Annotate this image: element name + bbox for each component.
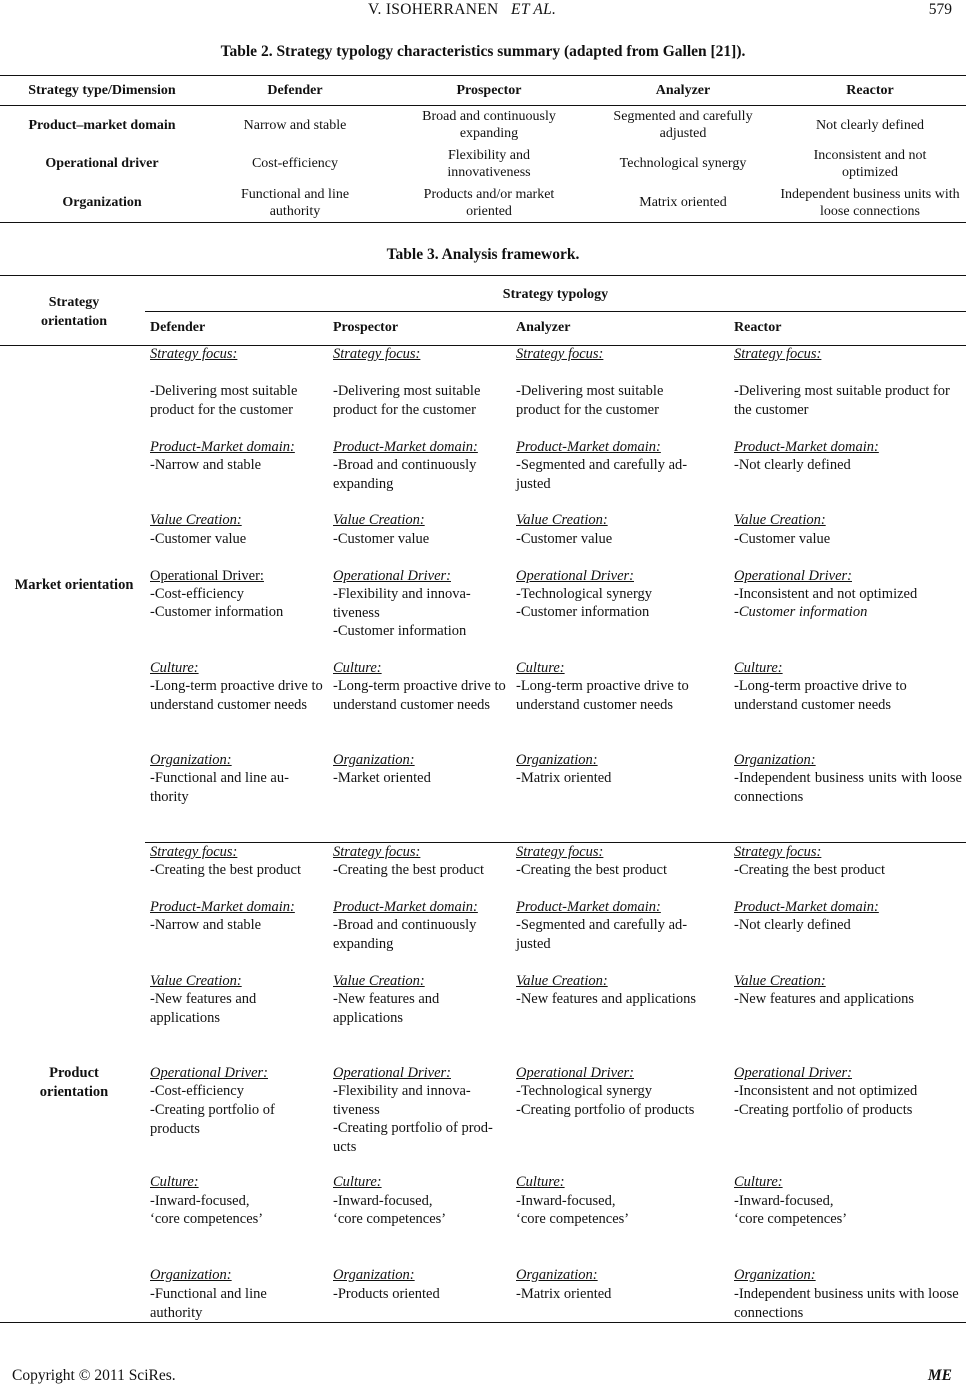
row-header: Organization <box>0 183 204 223</box>
author-name: V. ISOHERRANEN <box>368 1 499 18</box>
od-text-1: -Flexibility and innova-tiveness <box>333 1083 471 1118</box>
pm-label-text: Product-Market domain: <box>734 899 879 915</box>
od-label-text: Operational Driver: <box>333 568 451 584</box>
table-cell: Independent business units with loose connections <box>774 183 966 223</box>
pm-label-text: Product-Market domain: <box>734 439 879 455</box>
org-text: -Functional and line authority <box>150 1286 267 1321</box>
market-orientation-label: Market orientation <box>14 577 134 593</box>
od-text-2: -Customer information <box>516 604 650 620</box>
pm-text: -Not clearly defined <box>734 917 851 933</box>
vc-label-text: Value Creation: <box>333 973 425 989</box>
org-label <box>333 751 513 770</box>
pm-label-text: Product-Market domain: <box>516 439 661 455</box>
pm-label-text: Product-Market domain: <box>150 899 295 915</box>
org-label <box>734 751 962 770</box>
pm-label <box>734 438 962 457</box>
row-header: Product–market domain <box>28 117 176 133</box>
pm-text: -Narrow and stable <box>150 457 262 473</box>
culture-text: -Long-term proactive drive to understand customer needs <box>333 678 506 713</box>
table-cell: Functional and line authority <box>204 183 386 223</box>
vc-text: -New features and applications <box>333 991 440 1026</box>
org-text: -Independent business units with loose connections <box>734 770 962 805</box>
od-label-text: Operational Driver: <box>516 568 634 584</box>
vc-label-text: Value Creation: <box>516 973 608 989</box>
org-label <box>150 751 328 770</box>
strategy-typology-header: Strategy typology <box>502 287 609 302</box>
culture-label <box>516 1173 726 1192</box>
pm-text: -Segmented and carefully ad-justed <box>516 917 688 952</box>
culture-text-2: ‘core competences’ <box>734 1211 848 1227</box>
org-text: -Matrix oriented <box>516 1286 612 1302</box>
od-label <box>516 1064 726 1083</box>
culture-label-text: Culture: <box>734 1174 783 1190</box>
culture-label-text: Culture: <box>150 1174 199 1190</box>
org-text: -Products oriented <box>333 1286 440 1302</box>
pm-label <box>516 438 726 457</box>
table-cell: Matrix oriented <box>592 183 774 223</box>
od-label-text: Operational Driver: <box>734 568 852 584</box>
strategy-focus-text: -Delivering most suitable product for the customer <box>734 383 950 418</box>
table2-header: Analyzer <box>592 76 774 106</box>
org-label-text: Organization: <box>333 1267 415 1283</box>
strategy-focus-text: -Delivering most suitable product for the customer <box>150 383 298 418</box>
culture-text: -Long-term proactive drive to understand customer needs <box>150 678 323 713</box>
org-label-text: Organization: <box>516 1267 598 1283</box>
strategy-focus-label: Strategy focus: <box>734 844 822 860</box>
culture-text-1: -Inward-focused, <box>150 1193 250 1209</box>
pm-label-text: Product-Market domain: <box>333 899 478 915</box>
strategy-focus-block <box>150 843 328 862</box>
pm-text: -Narrow and stable <box>150 917 262 933</box>
et-al: ET AL. <box>511 1 557 18</box>
culture-label-text: Culture: <box>333 660 382 676</box>
vc-text: -Customer value <box>516 531 613 547</box>
table-row <box>0 144 966 183</box>
culture-text: -Long-term proactive drive to understand customer needs <box>734 678 907 713</box>
pm-label <box>333 898 513 917</box>
od-label <box>516 567 726 586</box>
org-label-text: Organization: <box>150 1267 232 1283</box>
strategy-focus-label: Strategy focus: <box>734 346 822 362</box>
od-label-text: Operational Driver: <box>333 1065 451 1081</box>
org-label-text: Organization: <box>516 752 598 768</box>
vc-label <box>150 511 328 530</box>
pm-label <box>150 438 328 457</box>
table-cell: Segmented and carefully adjusted <box>613 109 753 141</box>
table-rule <box>145 311 966 312</box>
od-label <box>734 567 962 586</box>
od-label <box>333 567 513 586</box>
od-label <box>734 1064 962 1083</box>
pm-label <box>734 898 962 917</box>
od-text-2: -Creating portfolio of products <box>150 1102 275 1137</box>
od-text-2: -Creating portfolio of products <box>734 1102 913 1118</box>
strategy-focus-text: -Delivering most suitable product for the customer <box>516 383 664 418</box>
culture-text-2: ‘core competences’ <box>150 1211 264 1227</box>
table-cell: Cost-efficiency <box>251 156 339 171</box>
strategy-focus-label: Strategy focus: <box>516 346 604 362</box>
header-authors <box>368 1 556 19</box>
table-cell: Not clearly defined <box>815 117 925 133</box>
od-label <box>150 567 328 586</box>
strategy-focus-block <box>150 345 328 364</box>
vc-text: -New features and applications <box>516 991 696 1007</box>
culture-label-text: Culture: <box>333 1174 382 1190</box>
strategy-focus-label: Strategy focus: <box>150 346 238 362</box>
culture-text-1: -Inward-focused, <box>734 1193 834 1209</box>
vc-label <box>333 972 513 991</box>
culture-text-2: ‘core competences’ <box>333 1211 447 1227</box>
table2-header: Reactor <box>774 76 966 106</box>
pm-label <box>150 898 328 917</box>
column-header-reactor: Reactor <box>734 320 782 335</box>
vc-label <box>333 511 513 530</box>
od-text-2: -Customer information <box>734 604 868 620</box>
od-label-text: Operational Driver: <box>150 1065 268 1081</box>
org-label-text: Organization: <box>734 752 816 768</box>
culture-label <box>150 659 328 678</box>
table-rule <box>0 1322 966 1323</box>
strategy-focus-block <box>333 345 513 364</box>
culture-label-text: Culture: <box>150 660 199 676</box>
vc-text: -Customer value <box>734 531 831 547</box>
column-header-prospector: Prospector <box>333 320 399 335</box>
org-text: -Matrix oriented <box>516 770 612 786</box>
vc-label <box>516 511 726 530</box>
od-text-1: -Technological synergy <box>516 586 653 602</box>
pm-label-text: Product-Market domain: <box>150 439 295 455</box>
row-header: Operational driver <box>45 156 159 171</box>
od-text-1: -Cost-efficiency <box>150 1083 244 1099</box>
strategy-focus-block <box>516 843 726 862</box>
org-label-text: Organization: <box>150 752 232 768</box>
strategy-focus-text: -Creating the best product <box>333 862 484 878</box>
culture-label-text: Culture: <box>734 660 783 676</box>
pm-text: -Broad and continuously expanding <box>333 917 477 952</box>
od-label-text: Operational Driver: <box>516 1065 634 1081</box>
column-header-analyzer: Analyzer <box>516 320 571 335</box>
od-label-text: Operational Driver: <box>150 568 264 584</box>
vc-text: -Customer value <box>333 531 430 547</box>
od-text-1: -Inconsistent and not optimized <box>734 586 918 602</box>
strategy-focus-text: -Creating the best product <box>734 862 885 878</box>
culture-label <box>516 659 726 678</box>
column-header-defender: Defender <box>150 320 206 335</box>
org-text: -Functional and line au-thority <box>150 770 289 805</box>
vc-label <box>150 972 328 991</box>
table-cell: Narrow and stable <box>243 117 347 133</box>
strategy-focus-text: -Creating the best product <box>516 862 667 878</box>
culture-label <box>333 659 513 678</box>
pm-label <box>333 438 513 457</box>
culture-text-1: -Inward-focused, <box>516 1193 616 1209</box>
strategy-focus-label: Strategy focus: <box>333 346 421 362</box>
strategy-focus-label: Strategy focus: <box>150 844 238 860</box>
table-row <box>0 106 966 145</box>
table-cell: Flexibility and innovativeness <box>447 147 531 180</box>
page-number: 579 <box>928 1 952 18</box>
pm-text: -Broad and continuously expanding <box>333 457 477 492</box>
table-cell: Broad and continuously expanding <box>422 109 556 141</box>
culture-label-text: Culture: <box>516 1174 565 1190</box>
od-label <box>150 1064 328 1083</box>
table-cell: Inconsistent and not optimized <box>813 147 927 180</box>
strategy-focus-block <box>516 345 726 364</box>
table2-caption: Table 2. Strategy typology characteristics summary (adapted from Gallen [21]). <box>220 43 746 60</box>
pm-label-text: Product-Market domain: <box>516 899 661 915</box>
od-text-1: -Cost-efficiency <box>150 586 244 602</box>
strategy-orientation-header: Strategy orientation <box>40 295 108 329</box>
org-text: -Independent business units with loose connections <box>734 1286 959 1321</box>
table3-caption: Table 3. Analysis framework. <box>386 246 580 263</box>
culture-text-2: ‘core competences’ <box>516 1211 630 1227</box>
table2 <box>0 75 966 223</box>
strategy-focus-block <box>333 843 513 862</box>
strategy-focus-block <box>734 843 962 862</box>
table-row <box>0 183 966 223</box>
table-cell: Products and/or market oriented <box>386 183 592 223</box>
vc-label-text: Value Creation: <box>333 512 425 528</box>
od-text-2: -Customer information <box>333 623 467 639</box>
od-text-1: -Flexibility and innova-tiveness <box>333 586 471 621</box>
od-text-2: -Creating portfolio of products <box>516 1102 695 1118</box>
vc-label-text: Value Creation: <box>150 973 242 989</box>
od-text-2: -Creating portfolio of prod-ucts <box>333 1120 493 1155</box>
vc-label-text: Value Creation: <box>516 512 608 528</box>
culture-text: -Long-term proactive drive to understand customer needs <box>516 678 689 713</box>
vc-text: -New features and applications <box>150 991 257 1026</box>
strategy-focus-text: -Creating the best product <box>150 862 301 878</box>
strategy-focus-text: -Delivering most suitable product for the customer <box>333 383 481 418</box>
journal-abbrev: ME <box>927 1367 952 1384</box>
table2-header: Prospector <box>386 76 592 106</box>
org-label <box>734 1266 962 1285</box>
strategy-focus-block <box>734 345 962 364</box>
org-label <box>516 751 726 770</box>
org-label-text: Organization: <box>734 1267 816 1283</box>
table-rule <box>0 275 966 276</box>
culture-label <box>734 659 962 678</box>
org-label <box>333 1266 513 1285</box>
org-label <box>150 1266 328 1285</box>
table2-header: Strategy type/Dimension <box>0 76 204 106</box>
vc-label-text: Value Creation: <box>734 973 826 989</box>
vc-label <box>734 972 962 991</box>
od-text-2: -Customer information <box>150 604 284 620</box>
od-text-1: -Inconsistent and not optimized <box>734 1083 918 1099</box>
culture-label <box>333 1173 513 1192</box>
vc-text: -New features and applications <box>734 991 914 1007</box>
strategy-focus-label: Strategy focus: <box>516 844 604 860</box>
pm-label <box>516 898 726 917</box>
org-label-text: Organization: <box>333 752 415 768</box>
vc-label-text: Value Creation: <box>150 512 242 528</box>
vc-label <box>516 972 726 991</box>
culture-label <box>734 1173 962 1192</box>
running-header <box>0 0 966 22</box>
org-text: -Market oriented <box>333 770 431 786</box>
table-cell: Technological synergy <box>619 156 747 171</box>
pm-label-text: Product-Market domain: <box>333 439 478 455</box>
culture-text-1: -Inward-focused, <box>333 1193 433 1209</box>
product-orientation-label: Product orientation <box>39 1065 109 1100</box>
table2-header-row <box>0 76 966 106</box>
pm-text: -Not clearly defined <box>734 457 851 473</box>
od-text-1: -Technological synergy <box>516 1083 653 1099</box>
culture-label-text: Culture: <box>516 660 565 676</box>
vc-text: -Customer value <box>150 531 247 547</box>
vc-label <box>734 511 962 530</box>
copyright-notice: Copyright © 2011 SciRes. <box>12 1367 176 1384</box>
strategy-focus-label: Strategy focus: <box>333 844 421 860</box>
culture-label <box>150 1173 328 1192</box>
od-label-text: Operational Driver: <box>734 1065 852 1081</box>
od-label <box>333 1064 513 1083</box>
pm-text: -Segmented and carefully ad-justed <box>516 457 688 492</box>
vc-label-text: Value Creation: <box>734 512 826 528</box>
org-label <box>516 1266 726 1285</box>
table2-header: Defender <box>204 76 386 106</box>
